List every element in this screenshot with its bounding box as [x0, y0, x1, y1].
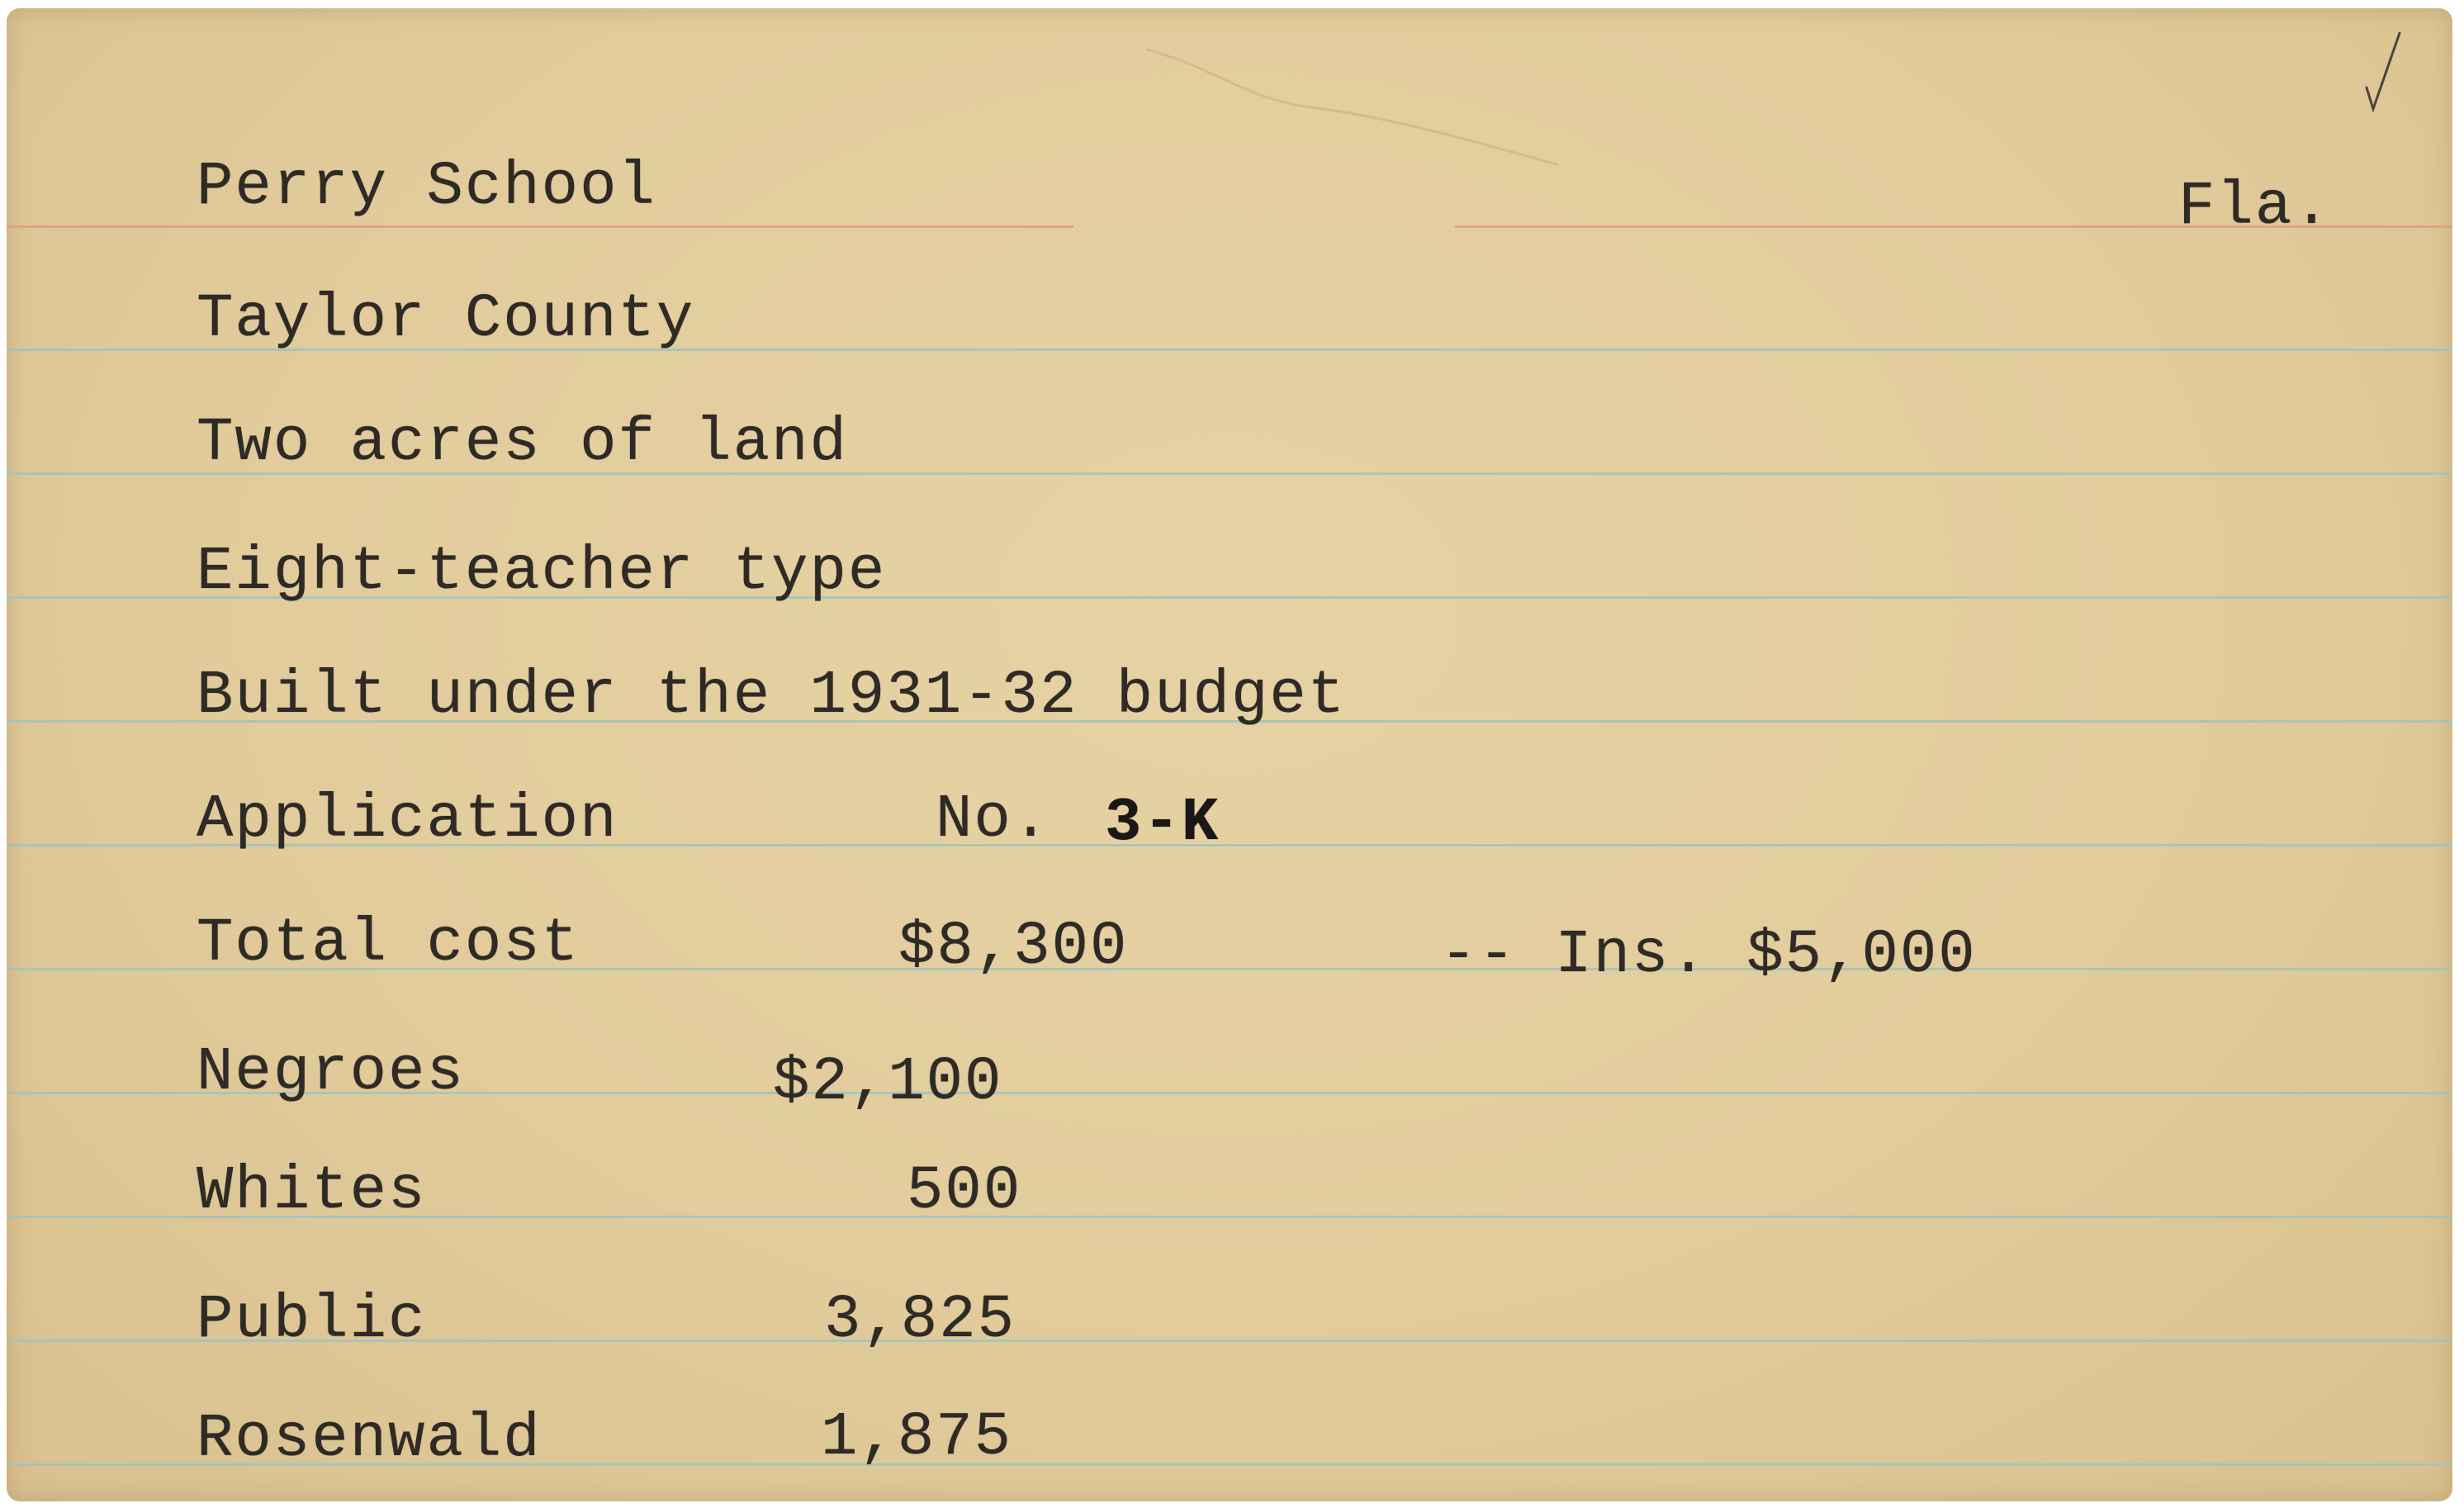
contribution-label: Rosenwald — [197, 1405, 542, 1474]
land-description: Two acres of land — [197, 409, 848, 478]
contribution-label: Negroes — [197, 1038, 465, 1107]
check-mark-icon — [2362, 30, 2403, 112]
contribution-value: 500 — [907, 1157, 1022, 1226]
building-type: Eight-teacher type — [197, 538, 887, 607]
contribution-value: 3,825 — [824, 1286, 1016, 1355]
application-number: 3-K — [1105, 789, 1220, 858]
header-rule-gap — [1073, 225, 1455, 230]
contribution-label: Whites — [197, 1157, 427, 1226]
contribution-value: 1,875 — [821, 1403, 1013, 1472]
total-cost-label: Total cost — [197, 909, 580, 979]
insurance-amount: -- Ins. $5,000 — [1440, 921, 1977, 990]
county: Taylor County — [197, 285, 695, 354]
contribution-label: Public — [197, 1286, 427, 1355]
application-number-prefix: No. — [936, 785, 1051, 855]
total-cost-value: $8,300 — [898, 913, 1129, 982]
state-abbr: Fla. — [2178, 173, 2332, 242]
index-card — [7, 8, 2452, 1501]
paper-crease — [1146, 33, 1559, 173]
contribution-value: $2,100 — [773, 1048, 1003, 1117]
budget-year: Built under the 1931-32 budget — [197, 662, 1347, 731]
application-label: Application — [197, 785, 618, 855]
school-name: Perry School — [197, 153, 656, 222]
